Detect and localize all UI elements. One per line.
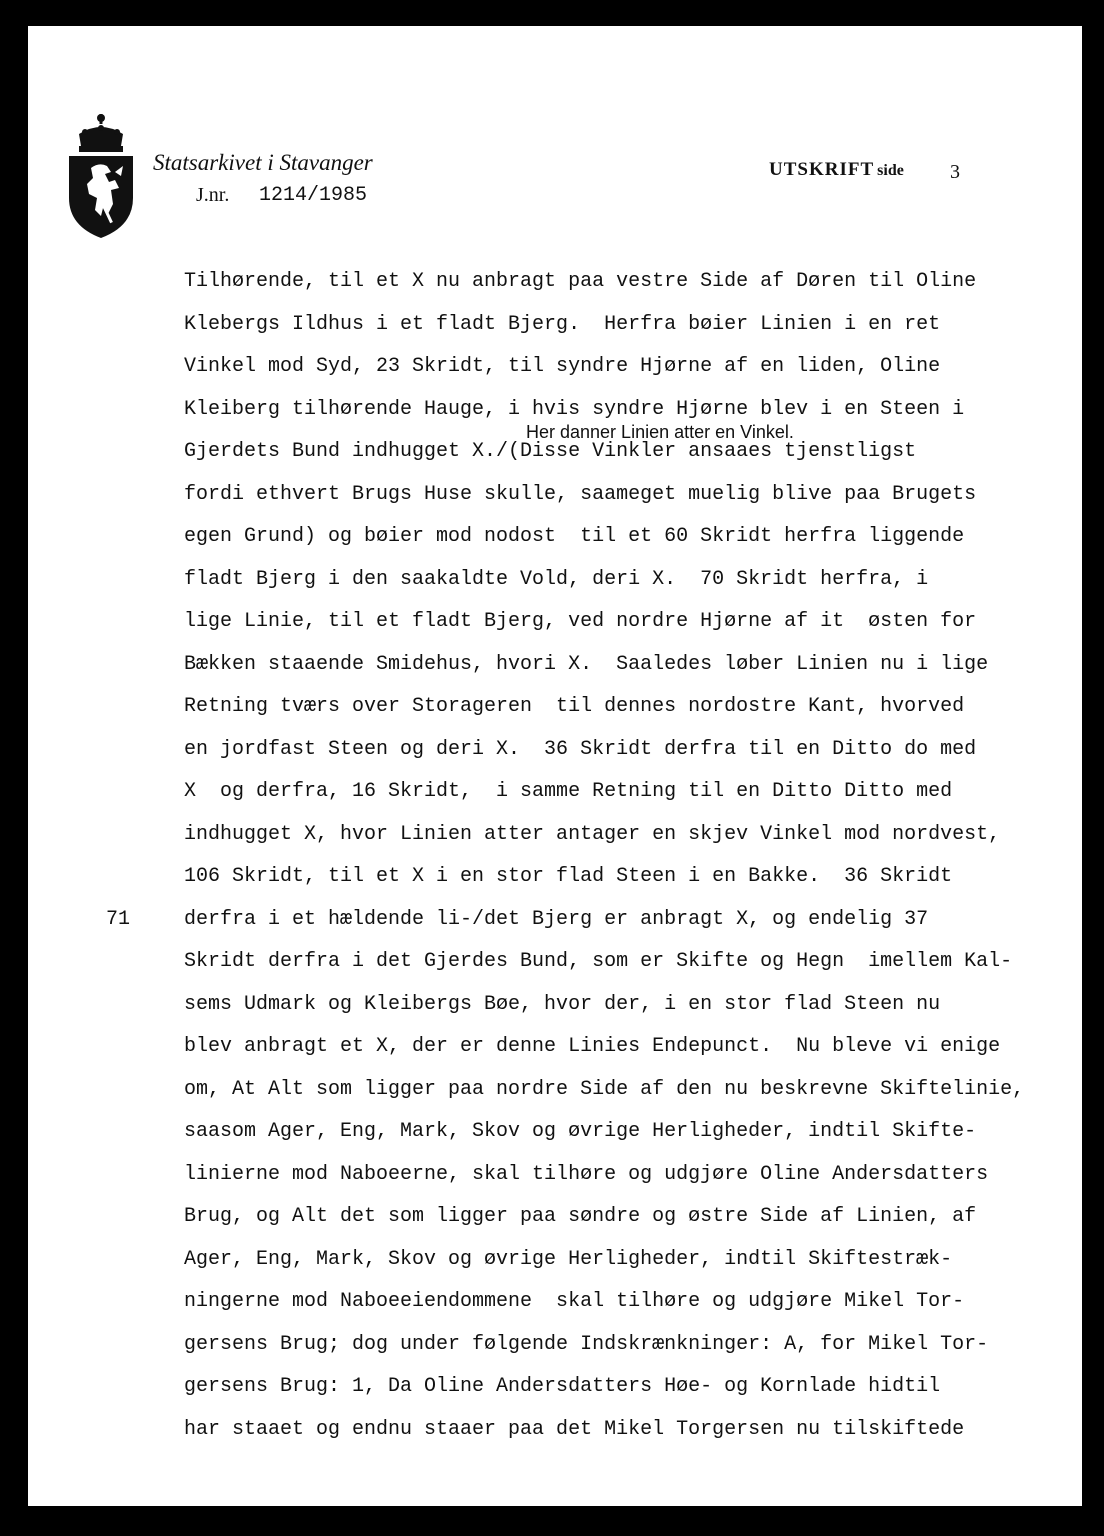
text-line: Kleiberg tilhørende Hauge, i hvis syndre Hjørne blev i en Steen i bbox=[184, 397, 965, 421]
text-line: Bækken staaende Smidehus, hvori X. Saaledes løber Linien nu i lige bbox=[184, 652, 989, 676]
text-line: egen Grund) og bøier mod nodost til et 60 Skridt herfra liggende bbox=[184, 525, 965, 548]
journal-number: 1214/1985 bbox=[259, 184, 368, 207]
text-line: saasom Ager, Eng, Mark, Skov og øvrige Herligheder, indtil Skifte- bbox=[184, 1120, 977, 1143]
archive-name: Statsarkivet i Stavanger bbox=[153, 150, 373, 175]
text-line: om, At Alt som ligger paa nordre Side af den nu beskrevne Skiftelinie, bbox=[184, 1077, 1025, 1101]
text-line: fordi ethvert Brugs Huse skulle, saameget muelig blive paa Brugets bbox=[184, 482, 977, 506]
text-line: sems Udmark og Kleibergs Bøe, hvor der, i en stor flad Steen nu bbox=[184, 992, 941, 1016]
handwritten-insertion: Her danner Linien atter en Vinkel. bbox=[526, 422, 794, 442]
text-line: Ager, Eng, Mark, Skov og øvrige Herligheder, indtil Skiftestræk- bbox=[184, 1247, 953, 1271]
text-line: Gjerdets Bund indhugget X./(Disse Vinkler ansaaes tjenstligst bbox=[184, 440, 917, 463]
text-line: Brug, og Alt det som ligger paa søndre og østre Side af Linien, af bbox=[184, 1205, 977, 1228]
text-line: Klebergs Ildhus i et fladt Bjerg. Herfra bøier Linien i en ret bbox=[184, 312, 941, 336]
text-line: gersens Brug: 1, Da Oline Andersdatters Høe- og Kornlade hidtil bbox=[184, 1375, 941, 1398]
page-number: 3 bbox=[950, 161, 960, 183]
text-line: ningerne mod Naboeeiendommene skal tilhøre og udgjøre Mikel Tor- bbox=[184, 1290, 965, 1313]
text-line: fladt Bjerg i den saakaldte Vold, deri X. 70 Skridt herfra, i bbox=[184, 567, 929, 591]
side-word: side bbox=[877, 162, 904, 179]
text-line: indhugget X, hvor Linien atter antager en skjev Vinkel mod nordvest, bbox=[184, 822, 1001, 846]
text-line: Tilhørende, til et X nu anbragt paa vestre Side af Døren til Oline bbox=[184, 270, 977, 293]
text-line: Retning tværs over Storageren til dennes nordostre Kant, hvorved bbox=[184, 695, 965, 718]
text-line: X og derfra, 16 Skridt, i samme Retning til en Ditto Ditto med bbox=[184, 780, 953, 803]
text-line: en jordfast Steen og deri X. 36 Skridt derfra til en Ditto do med bbox=[184, 737, 977, 761]
text-line: blev anbragt et X, der er denne Linies Endepunct. Nu bleve vi enige bbox=[184, 1035, 1001, 1058]
margin-note: 71 bbox=[106, 908, 131, 931]
text-line: lige Linie, til et fladt Bjerg, ved nordre Hjørne af it østen for bbox=[184, 610, 977, 633]
journal-number-label: J.nr. bbox=[196, 184, 230, 206]
text-line: derfra i et hældende li-/det Bjerg er anbragt X, og endelig 37 bbox=[184, 907, 929, 931]
text-line: gersens Brug; dog under følgende Indskrænkninger: A, for Mikel Tor- bbox=[184, 1332, 989, 1356]
text-line: 106 Skridt, til et X i en stor flad Steen i en Bakke. 36 Skridt bbox=[184, 865, 953, 888]
utskrift-word: UTSKRIFT bbox=[769, 159, 875, 180]
norwegian-lion-crest-icon bbox=[65, 112, 137, 240]
text-line: linierne mod Naboeerne, skal tilhøre og udgjøre Oline Andersdatters bbox=[184, 1162, 989, 1186]
text-line: Vinkel mod Syd, 23 Skridt, til syndre Hjørne af en liden, Oline bbox=[184, 355, 941, 378]
text-line: Skridt derfra i det Gjerdes Bund, som er Skifte og Hegn imellem Kal- bbox=[184, 950, 1013, 973]
body-text bbox=[184, 268, 1064, 1458]
transcript-label bbox=[769, 159, 904, 181]
text-line: har staaet og endnu staaer paa det Mikel Torgersen nu tilskiftede bbox=[184, 1417, 965, 1441]
